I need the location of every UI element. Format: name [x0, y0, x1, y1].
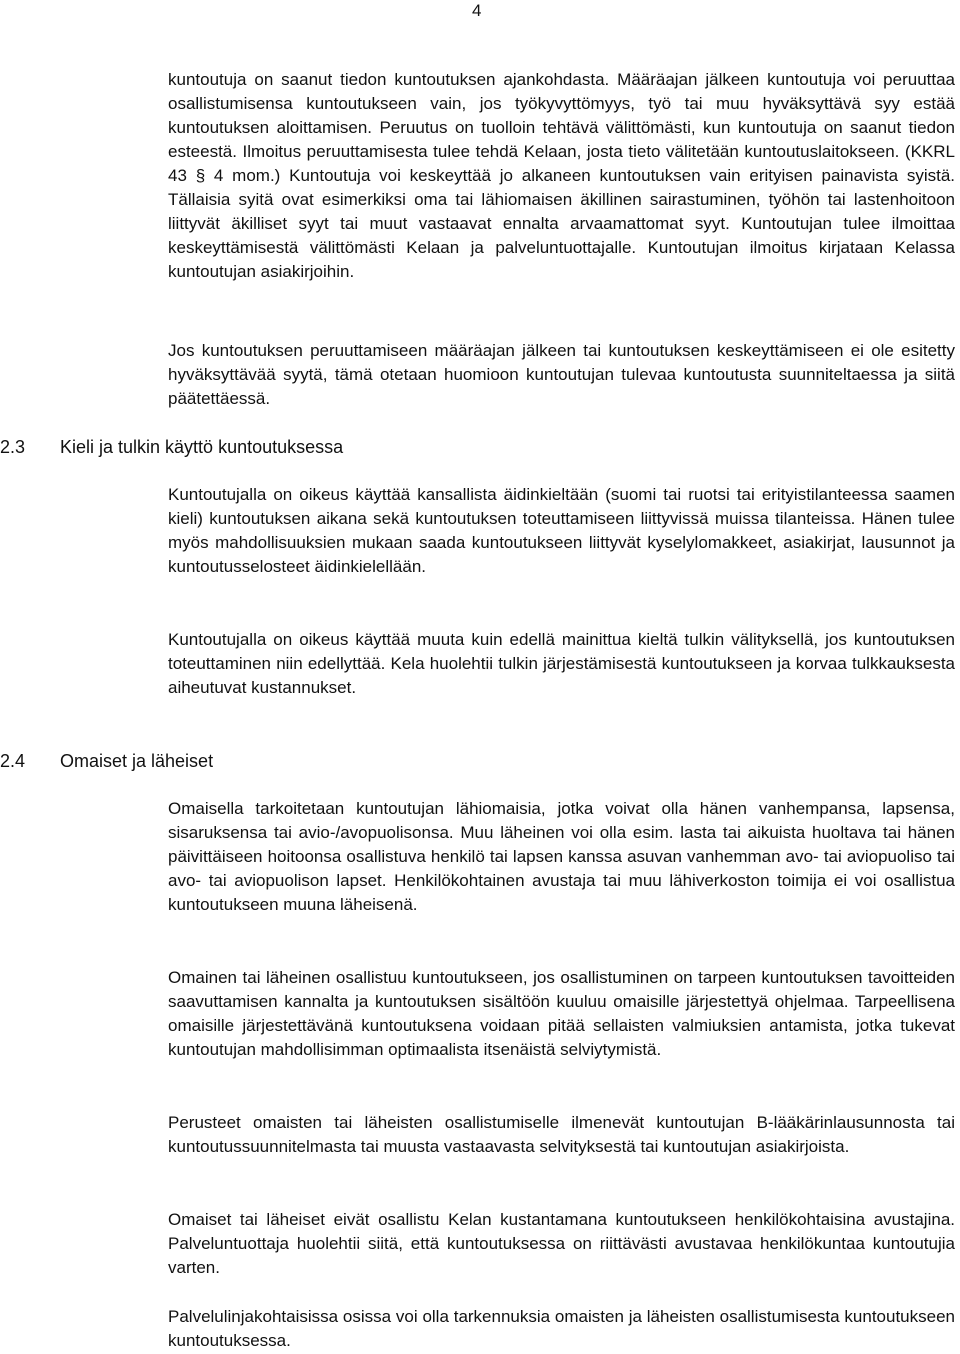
paragraph: Omainen tai läheinen osallistuu kuntoutukseen, jos osallistuminen on tarpeen kuntoutuksen tavoitteiden saavuttamisen kannalta ja kuntoutuksen sisältöön kuuluu omaisille järjestettyä ohjelmaa. Tarpeellisena omaisille järjestettävänä kuntoutuksena voidaan pitää sellaisten valmiuksien antamista, jotka tukevat kuntoutujan mahdollisimman optimaalista itsenäistä selviytymistä.: [168, 968, 955, 1059]
section-heading-2-4: [0, 749, 213, 773]
paragraph: Palvelulinjakohtaisissa osissa voi olla tarkennuksia omaisten ja läheisten osallistumisesta kuntoutukseen kuntoutuksessa.: [168, 1307, 955, 1350]
paragraph: Kuntoutujalla on oikeus käyttää kansallista äidinkieltään (suomi tai ruotsi tai erityistilanteessa saamen kieli) kuntoutuksen aikana sekä kuntoutuksen toteuttamiseen liittyvissä muissa tilanteissa. Hänen tulee myös mahdollisuuksien mukaan saada kuntoutukseen liittyvät kyselylomakkeet, asiakirjat, lausunnot ja kuntoutusselosteet äidinkielellään.: [168, 485, 955, 576]
paragraph: Jos kuntoutuksen peruuttamiseen määräajan jälkeen tai kuntoutuksen keskeyttämiseen ei ole esitetty hyväksyttävää syytä, tämä otetaan huomioon kuntoutujan tulevaa kuntoutusta suunniteltaessa ja siitä päätettäessä.: [168, 341, 955, 408]
paragraph: Perusteet omaisten tai läheisten osallistumiselle ilmenevät kuntoutujan B-lääkärinlausunnosta tai kuntoutussuunnitelmasta tai muusta vastaavasta selvityksestä tai kuntoutujan asiakirjoista.: [168, 1113, 955, 1156]
paragraph: Omaisella tarkoitetaan kuntoutujan lähiomaisia, jotka voivat olla hänen vanhempansa, lapsensa, sisaruksensa tai avio-/avopuolisonsa. Muu läheinen voi olla esim. lasta tai aikuista huoltava tai hänen päivittäiseen hoitoonsa osallistuva henkilö tai lapsen kanssa asuvan vanhemman avo- tai aviopuoliso tai avo- tai aviopuolison lapset. Henkilökohtainen avustaja tai muu lähiverkoston toimija ei voi osallistua kuntoutukseen muuna läheisenä.: [168, 799, 955, 914]
section-title: Omaiset ja läheiset: [60, 751, 214, 771]
section-number: 2.3: [0, 437, 26, 457]
section-number: 2.4: [0, 751, 26, 771]
paragraph: Omaiset tai läheiset eivät osallistu Kelan kustantamana kuntoutukseen henkilökohtaisina avustajina. Palveluntuottaja huolehtii siitä, että kuntoutuksessa on riittävästi avustavaa henkilökuntaa kuntoutujia varten.: [168, 1210, 955, 1277]
page-number: 4: [472, 1, 482, 20]
paragraph: kuntoutuja on saanut tiedon kuntoutuksen ajankohdasta. Määräajan jälkeen kuntoutuja voi peruuttaa osallistumisensa kuntoutukseen vain, jos työkyvyttömyys, työ tai muu hyväksyttävä syy estää kuntoutuksen aloittamisen. Peruutus on tuolloin tehtävä välittömästi, kun kuntoutuja on saanut tiedon esteestä. Ilmoitus peruuttamisesta tulee tehdä Kelaan, josta tieto välitetään kuntoutuslaitokseen. (KKRL 43 § 4 mom.) Kuntoutuja voi keskeyttää jo alkaneen kuntoutuksen vain erityisen painavista syistä. Tällaisia syitä ovat esimerkiksi oma tai lähiomaisen äkillinen sairastuminen, työhön tai lastenhoitoon liittyvät äkilliset syyt tai muut vastaavat ennalta arvaamattomat syyt. Kuntoutujan tulee ilmoittaa keskeyttämisestä välittömästi Kelaan ja palveluntuottajalle. Kuntoutujan ilmoitus kirjataan Kelassa kuntoutujan asiakirjoihin.: [168, 70, 955, 281]
section-heading-2-3: [0, 435, 343, 459]
section-title: Kieli ja tulkin käyttö kuntoutuksessa: [60, 437, 344, 457]
paragraph: Kuntoutujalla on oikeus käyttää muuta kuin edellä mainittua kieltä tulkin välityksellä, jos kuntoutuksen toteuttaminen niin edellyttää. Kela huolehtii tulkin järjestämisestä kuntoutukseen ja korvaa tulkkauksesta aiheutuvat kustannukset.: [168, 630, 955, 697]
